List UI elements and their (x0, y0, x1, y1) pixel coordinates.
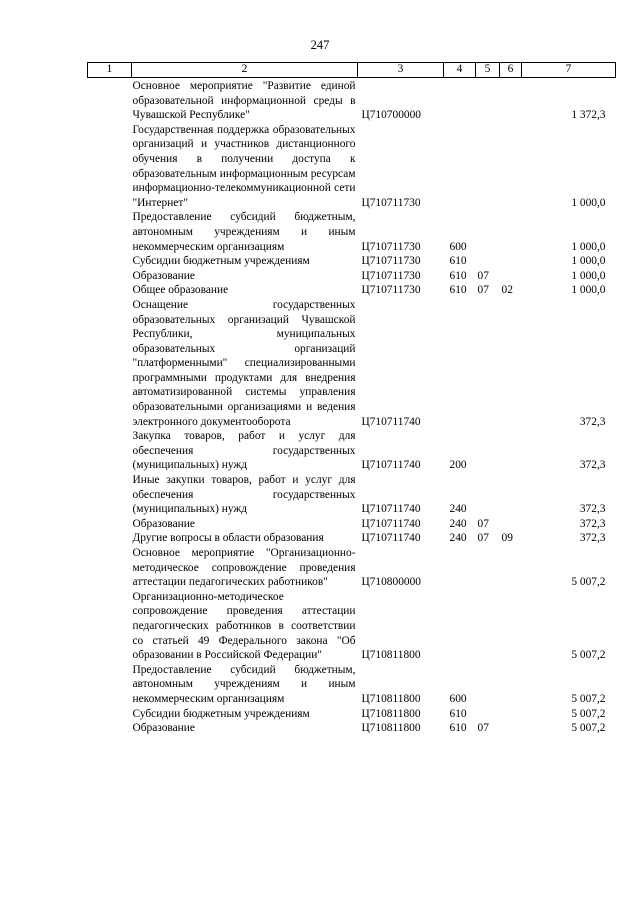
table-row (88, 663, 616, 707)
cell-subsection: 02 (501, 284, 513, 297)
cell-subsection (500, 517, 522, 532)
cell-amount: 5 007,2 (571, 576, 606, 589)
table-row (88, 590, 616, 663)
cell-subsection (500, 269, 522, 284)
cell-number (88, 429, 132, 473)
cell-section (476, 78, 500, 123)
cell-number (88, 283, 132, 298)
table-row (88, 298, 616, 429)
cell-subsection: 09 (501, 532, 513, 545)
cell-expense-type: 240 (449, 503, 467, 516)
cell-expense-type (444, 78, 476, 123)
cell-number (88, 269, 132, 284)
cell-target-code: Ц710811800 (361, 707, 421, 720)
cell-target-code: Ц710711740 (361, 517, 421, 530)
header-col-6: 6 (500, 63, 522, 78)
table-row (88, 123, 616, 211)
cell-target-code: Ц710811800 (361, 722, 421, 735)
table-row (88, 707, 616, 722)
cell-expense-type: 610 (449, 284, 467, 297)
table-row (88, 283, 616, 298)
cell-name: Образование (132, 517, 195, 530)
table-row (88, 517, 616, 532)
cell-section (476, 123, 500, 211)
cell-section (476, 429, 500, 473)
header-col-3: 3 (358, 63, 444, 78)
cell-name: Предоставление субсидий бюджетным, автономным учреждениям и иным некоммерческим организациям (132, 211, 356, 253)
cell-subsection (500, 721, 522, 736)
cell-target-code: Ц710800000 (361, 576, 421, 589)
cell-target-code: Ц710711730 (361, 269, 421, 282)
cell-subsection (500, 663, 522, 707)
cell-number (88, 531, 132, 546)
cell-section (476, 210, 500, 254)
cell-name: Организационно-методическое сопровождение проведения аттестации педагогических работников в соответствии со статьей 49 Федерального закона "Об образовании в Российской Федерации" (132, 590, 356, 662)
cell-section (476, 590, 500, 663)
cell-target-code: Ц710711740 (361, 415, 421, 428)
cell-subsection (500, 590, 522, 663)
cell-amount: 372,3 (579, 532, 606, 545)
table-row (88, 78, 616, 123)
page-number: 247 (310, 38, 330, 52)
cell-name: Предоставление субсидий бюджетным, автономным учреждениям и иным некоммерческим организациям (132, 663, 356, 705)
cell-amount: 1 000,0 (571, 196, 606, 209)
cell-expense-type (444, 546, 476, 590)
cell-name: Закупка товаров, работ и услуг для обеспечения государственных (муниципальных) нужд (132, 430, 356, 472)
cell-target-code: Ц710711730 (361, 284, 421, 297)
cell-section: 07 (477, 722, 489, 735)
cell-amount: 1 000,0 (571, 240, 606, 253)
table-row (88, 473, 616, 517)
table-row (88, 429, 616, 473)
cell-subsection (500, 298, 522, 429)
cell-name: Оснащение государственных образовательных организаций Чувашской Республики, муниципальных образовательных организаций "платформенными" специализированными программными продуктами для внедрения автоматизированной системы управления образовательными организациями и ведения электронного документооборота (132, 298, 356, 428)
cell-target-code: Ц710711740 (361, 459, 421, 472)
cell-number (88, 721, 132, 736)
cell-subsection (500, 429, 522, 473)
cell-number (88, 707, 132, 722)
cell-amount: 1 372,3 (571, 109, 606, 122)
cell-section (476, 546, 500, 590)
cell-name: Субсидии бюджетным учреждениям (132, 707, 310, 720)
header-col-7: 7 (522, 63, 616, 78)
header-col-4: 4 (444, 63, 476, 78)
cell-name: Образование (132, 722, 195, 735)
cell-section: 07 (477, 269, 489, 282)
cell-subsection (500, 254, 522, 269)
cell-section (476, 298, 500, 429)
cell-section (476, 663, 500, 707)
cell-section: 07 (477, 532, 489, 545)
cell-expense-type: 200 (449, 459, 467, 472)
cell-expense-type: 240 (449, 532, 467, 545)
cell-target-code: Ц710711730 (361, 255, 421, 268)
cell-subsection (500, 707, 522, 722)
cell-number (88, 590, 132, 663)
table-row (88, 546, 616, 590)
cell-amount: 372,3 (579, 503, 606, 516)
cell-expense-type: 610 (449, 269, 467, 282)
cell-expense-type (444, 298, 476, 429)
cell-subsection (500, 210, 522, 254)
cell-target-code: Ц710711730 (361, 240, 421, 253)
cell-amount: 372,3 (579, 415, 606, 428)
cell-number (88, 517, 132, 532)
cell-number (88, 546, 132, 590)
cell-expense-type: 610 (449, 722, 467, 735)
cell-target-code: Ц710700000 (361, 109, 421, 122)
cell-amount: 5 007,2 (571, 722, 606, 735)
cell-subsection (500, 123, 522, 211)
cell-section: 07 (477, 284, 489, 297)
cell-amount: 1 000,0 (571, 255, 606, 268)
cell-amount: 5 007,2 (571, 692, 606, 705)
cell-amount: 372,3 (579, 459, 606, 472)
cell-expense-type: 240 (449, 517, 467, 530)
budget-table (87, 62, 616, 736)
cell-amount: 1 000,0 (571, 284, 606, 297)
cell-name: Образование (132, 269, 195, 282)
cell-name: Общее образование (132, 284, 229, 297)
cell-target-code: Ц710711730 (361, 196, 421, 209)
cell-section (476, 254, 500, 269)
cell-name: Государственная поддержка образовательных организаций и участников дистанционного обучения в получении доступа к образовательным информационным ресурсам информационно-телекоммуникационной сети "Интернет" (132, 123, 356, 209)
cell-target-code: Ц710811800 (361, 649, 421, 662)
table-row (88, 269, 616, 284)
table-header (88, 63, 616, 78)
cell-amount: 5 007,2 (571, 707, 606, 720)
cell-name: Субсидии бюджетным учреждениям (132, 255, 310, 268)
cell-target-code: Ц710811800 (361, 692, 421, 705)
cell-section (476, 473, 500, 517)
cell-expense-type: 600 (449, 240, 467, 253)
table-row (88, 531, 616, 546)
cell-subsection (500, 546, 522, 590)
cell-name: Основное мероприятие "Организационно-методическое сопровождение проведения аттестации педагогических работников" (132, 547, 356, 589)
table-row (88, 721, 616, 736)
cell-number (88, 123, 132, 211)
cell-section (476, 707, 500, 722)
cell-expense-type: 610 (449, 255, 467, 268)
header-col-5: 5 (476, 63, 500, 78)
table-row (88, 210, 616, 254)
cell-number (88, 298, 132, 429)
cell-expense-type (444, 590, 476, 663)
cell-target-code: Ц710711740 (361, 503, 421, 516)
cell-amount: 372,3 (579, 517, 606, 530)
cell-name: Другие вопросы в области образования (132, 532, 324, 545)
cell-section: 07 (477, 517, 489, 530)
cell-expense-type: 600 (449, 692, 467, 705)
cell-subsection (500, 473, 522, 517)
cell-number (88, 78, 132, 123)
header-col-1: 1 (88, 63, 132, 78)
table-row (88, 254, 616, 269)
cell-name: Основное мероприятие "Развитие единой образовательной информационной среды в Чувашской Республике" (132, 80, 356, 122)
cell-number (88, 254, 132, 269)
cell-amount: 1 000,0 (571, 269, 606, 282)
cell-number (88, 473, 132, 517)
cell-name: Иные закупки товаров, работ и услуг для обеспечения государственных (муниципальных) нужд (132, 474, 356, 516)
cell-amount: 5 007,2 (571, 649, 606, 662)
cell-number (88, 210, 132, 254)
cell-expense-type: 610 (449, 707, 467, 720)
cell-expense-type (444, 123, 476, 211)
cell-target-code: Ц710711740 (361, 532, 421, 545)
cell-subsection (500, 78, 522, 123)
header-col-2: 2 (132, 63, 358, 78)
header-row (88, 63, 616, 78)
table-body (88, 78, 616, 736)
cell-number (88, 663, 132, 707)
